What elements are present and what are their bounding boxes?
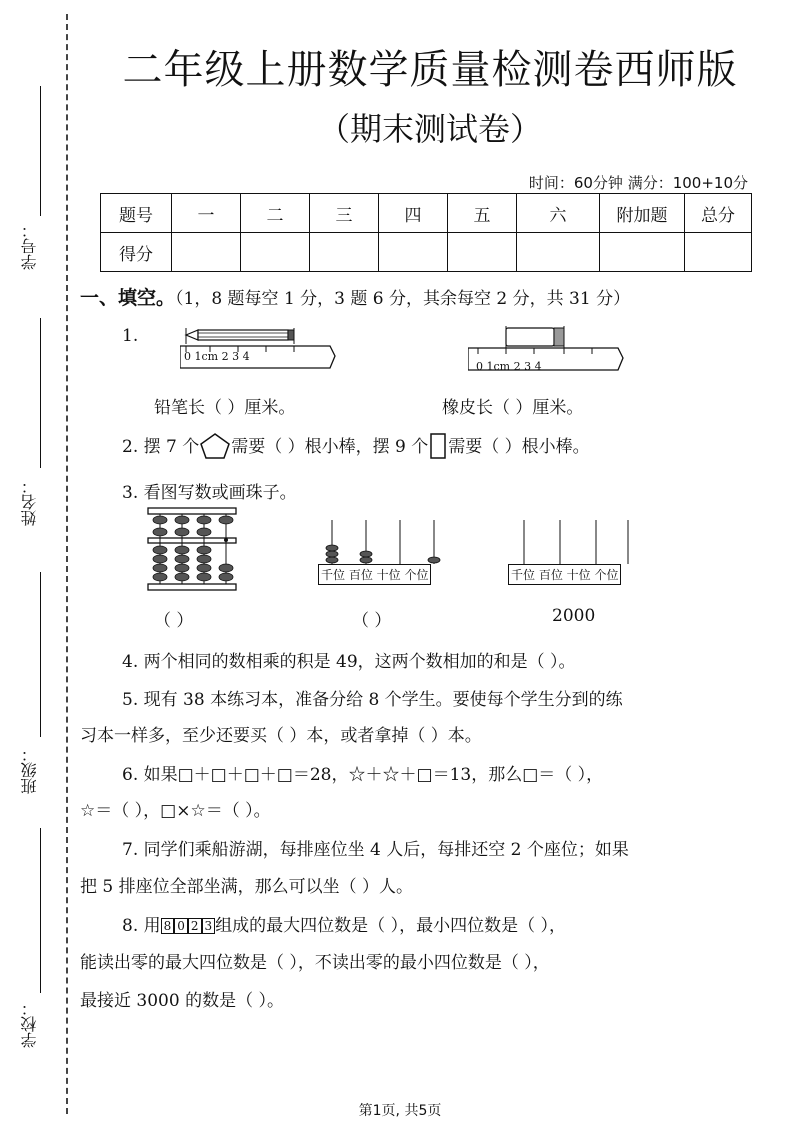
abacus-icon	[144, 506, 240, 592]
binding-dashed-line	[66, 14, 68, 1114]
q3-instruction: 3. 看图写数或画珠子。	[122, 483, 297, 503]
pencil-icon	[186, 328, 294, 344]
section-1-title: 一、填空。	[80, 287, 176, 309]
pentagon-icon	[199, 432, 231, 460]
q2-prefix: 2. 摆 7 个	[122, 437, 200, 457]
q2-mid[interactable]: 需要（ ）根小棒，摆 9 个	[231, 437, 429, 457]
ruler-numbers-left: 0 1cm 2 3 4	[184, 350, 250, 363]
q6-line-2[interactable]: ☆＝（ ），□×☆＝（ ）。	[80, 801, 271, 821]
score-cell[interactable]	[172, 233, 241, 272]
time-info: 时间：60分钟 满分：100+10分	[528, 174, 748, 192]
q8-line-1	[122, 911, 566, 936]
score-table-score-row	[101, 233, 752, 272]
q4-text[interactable]: 4. 两个相同的数相乘的积是 49，这两个数相加的和是（ ）。	[122, 652, 576, 672]
score-header-cell: 六	[517, 194, 600, 233]
name-line	[40, 318, 41, 468]
school-label: 学校：	[20, 1000, 39, 1048]
score-header-cell: 一	[172, 194, 241, 233]
q8-line-2[interactable]: 能读出零的最大四位数是（ ），不读出零的最小四位数是（ ），	[80, 953, 550, 973]
rectangle-icon	[428, 432, 448, 460]
counting-frame-1	[318, 516, 450, 566]
section-1-heading	[80, 283, 630, 310]
q7-line-1: 7. 同学们乘船游湖，每排座位坐 4 人后，每排还空 2 个座位；如果	[122, 840, 629, 860]
counting-frame-2[interactable]	[508, 516, 640, 566]
page-title: 二年级上册数学质量检测卷西师版	[122, 47, 738, 93]
class-line	[40, 572, 41, 737]
score-cell[interactable]	[310, 233, 379, 272]
score-cell[interactable]	[241, 233, 310, 272]
score-header-cell: 题号	[101, 194, 172, 233]
q8-prefix: 8. 用	[122, 916, 161, 936]
class-label: 班级：	[20, 746, 39, 794]
q2-suffix[interactable]: 需要（ ）根小棒。	[448, 437, 590, 457]
q5-line-1: 5. 现有 38 本练习本，准备分给 8 个学生。要使每个学生分到的练	[122, 690, 623, 710]
q5-line-2[interactable]: 习本一样多，至少还要买（ ）本，或者拿掉（ ）本。	[80, 726, 482, 746]
score-cell[interactable]	[379, 233, 448, 272]
school-line	[40, 828, 41, 993]
place-value-labels-1: 千位 百位 十位 个位	[318, 564, 431, 585]
digit-card: 0	[174, 918, 188, 934]
student-id-label: 学号：	[20, 222, 39, 270]
score-header-cell: 总分	[685, 194, 752, 233]
score-cell[interactable]	[448, 233, 517, 272]
page-number: 第1页, 共5页	[358, 1103, 442, 1119]
q8-line-3[interactable]: 最接近 3000 的数是（ ）。	[80, 991, 284, 1011]
score-header-cell: 二	[241, 194, 310, 233]
q8-line-1-rest[interactable]: 组成的最大四位数是（ ），最小四位数是（ ），	[215, 916, 566, 936]
q1-pencil-blank[interactable]: 铅笔长（ ）厘米。	[154, 398, 296, 418]
q3-blank-1[interactable]: （ ）	[154, 611, 194, 631]
score-row-label: 得分	[101, 233, 172, 272]
page-subtitle: （期末测试卷）	[317, 110, 542, 148]
q1-eraser-blank[interactable]: 橡皮长（ ）厘米。	[442, 398, 584, 418]
q7-line-2[interactable]: 把 5 排座位全部坐满，那么可以坐（ ）人。	[80, 877, 414, 897]
place-value-labels-2: 千位 百位 十位 个位	[508, 564, 621, 585]
score-cell[interactable]	[517, 233, 600, 272]
name-label: 姓名：	[20, 478, 39, 526]
score-header-cell: 四	[379, 194, 448, 233]
q6-line-1[interactable]: 6. 如果□＋□＋□＋□＝28，☆＋☆＋□＝13，那么□＝（ ），	[122, 765, 604, 785]
eraser-ruler-figure	[468, 322, 628, 382]
score-header-cell: 附加题	[600, 194, 685, 233]
section-1-note: （1，8 题每空 1 分，3 题 6 分，其余每空 2 分，共 31 分）	[175, 289, 631, 309]
score-cell[interactable]	[600, 233, 685, 272]
digit-card: 2	[188, 918, 202, 934]
score-header-cell: 五	[448, 194, 517, 233]
score-header-cell: 三	[310, 194, 379, 233]
q2-line	[122, 432, 590, 460]
digit-card: 8	[161, 918, 175, 934]
ruler-numbers-right: 0 1cm 2 3 4	[476, 360, 542, 373]
q3-blank-2[interactable]: （ ）	[352, 611, 392, 631]
eraser-icon	[506, 326, 564, 348]
score-table	[100, 193, 752, 272]
q1-number: 1.	[122, 326, 139, 346]
q3-given-number: 2000	[552, 606, 596, 626]
score-table-header-row	[101, 194, 752, 233]
score-cell[interactable]	[685, 233, 752, 272]
student-id-line	[40, 86, 41, 216]
digit-card: 3	[202, 918, 216, 934]
